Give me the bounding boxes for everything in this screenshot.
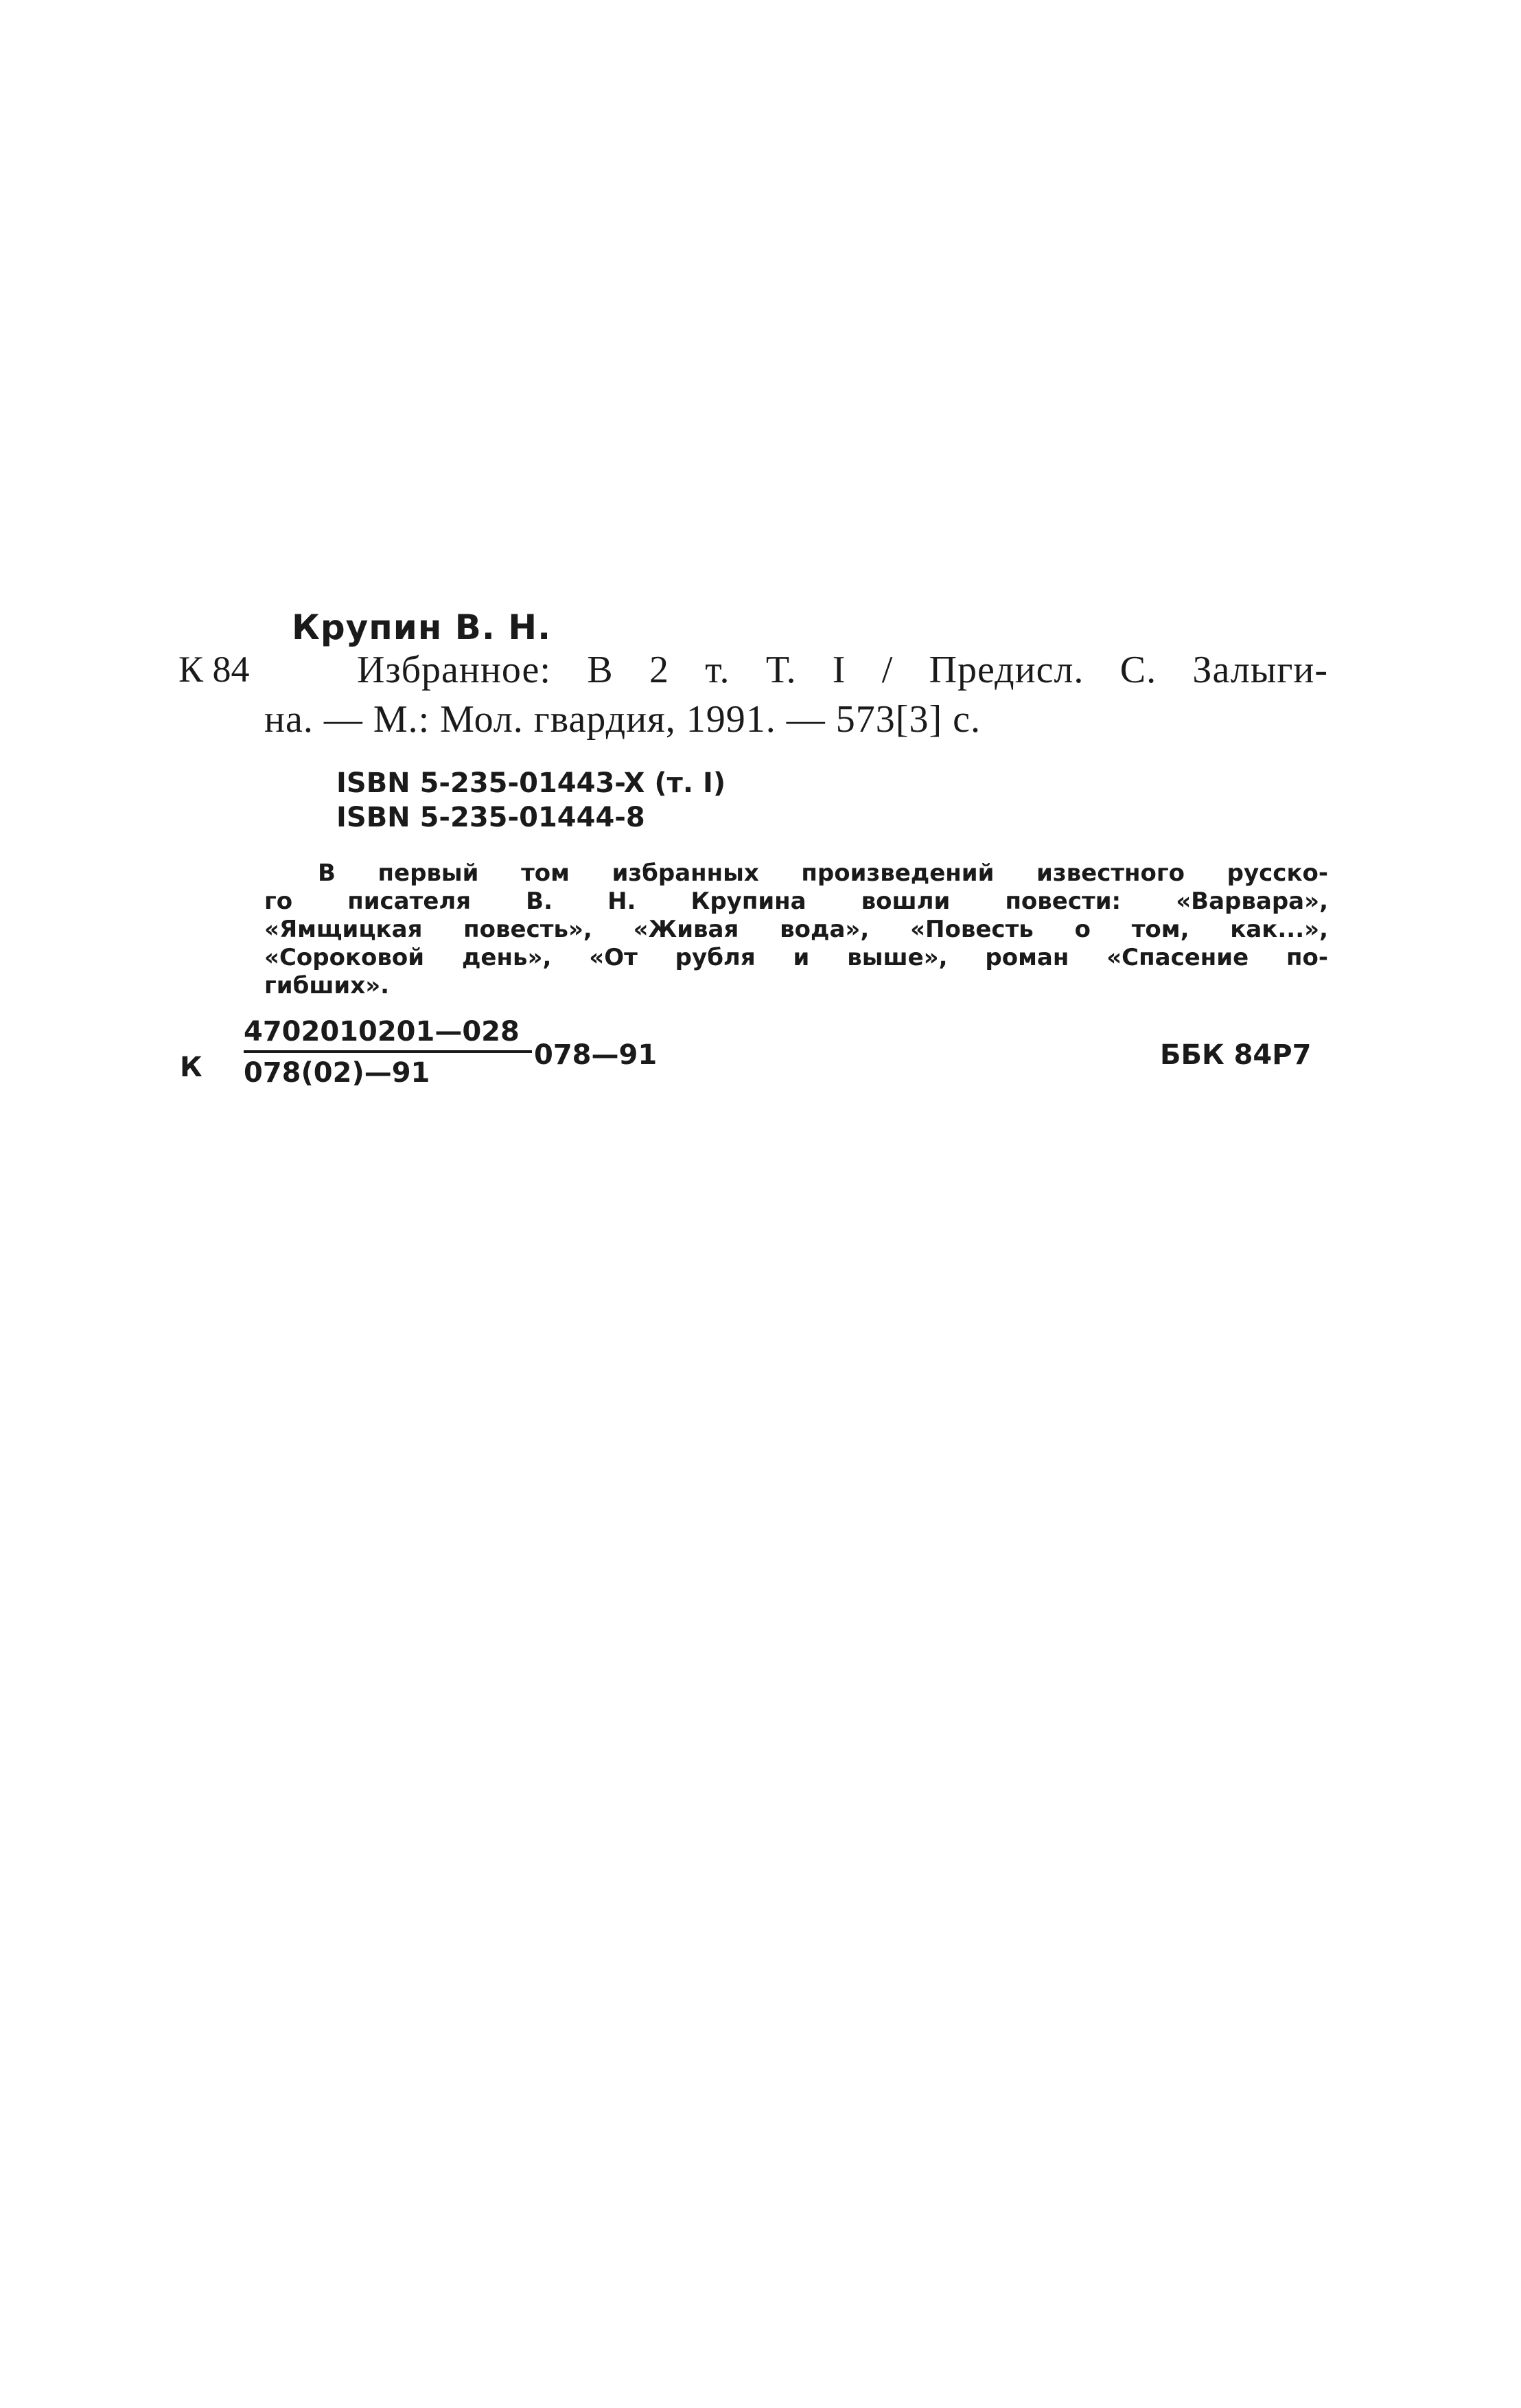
- isbn-volume: ISBN 5-235-01443-X (т. I): [336, 767, 726, 799]
- annotation: [264, 859, 1328, 1000]
- fraction-numerator: 4702010201—028: [244, 1016, 520, 1047]
- bbk-code: ББК 84Р7: [1160, 1039, 1312, 1071]
- classification-letter: К: [180, 1052, 202, 1083]
- annotation-line: «Ямщицкая повесть», «Живая вода», «Повесть о том, как...»,: [264, 916, 1328, 943]
- title-line-1: Избранное: В 2 т. Т. I / Предисл. С. Залыги-: [357, 649, 1328, 691]
- annotation-line: В первый том избранных произведений известного русско-: [318, 859, 1328, 887]
- author-mark: К 84: [178, 649, 250, 690]
- title-line-2: на. — М.: Мол. гвардия, 1991. — 573[3] с.: [264, 698, 981, 741]
- annotation-line: гибших».: [264, 972, 390, 999]
- isbn-set: ISBN 5-235-01444-8: [336, 802, 645, 833]
- fraction-bar: [244, 1050, 532, 1053]
- fraction-denominator: 078(02)—91: [244, 1057, 430, 1089]
- classification-suffix: 078—91: [534, 1039, 658, 1071]
- classification-fraction: [244, 1016, 532, 1089]
- author-heading: Крупин В. Н.: [292, 607, 552, 647]
- annotation-line: го писателя В. Н. Крупина вошли повести: «Варвара»,: [264, 888, 1328, 915]
- annotation-line: «Сороковой день», «От рубля и выше», роман «Спасение по-: [264, 944, 1328, 971]
